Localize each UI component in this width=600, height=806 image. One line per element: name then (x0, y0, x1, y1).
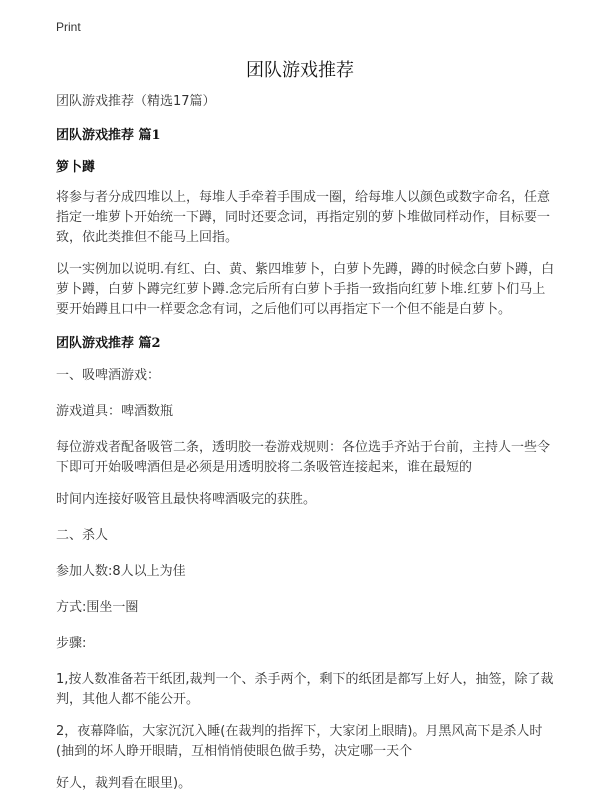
paragraph: 一、吸啤酒游戏： (56, 368, 161, 383)
paragraph: 时间内连接好吸管且最快将啤酒吸完的获胜。 (56, 492, 317, 507)
section-heading-1: 团队游戏推荐 篇1 (56, 128, 161, 143)
print-link[interactable]: Print (56, 20, 81, 34)
document-subtitle: 团队游戏推荐（精选17篇） (56, 94, 216, 109)
paragraph: 二、杀人 (56, 528, 109, 543)
paragraph: 2，夜幕降临，大家沉沉入睡(在裁判的指挥下，大家闭上眼睛)。月黑风高下是杀人时(抽到的坏人睁开眼睛，互相悄悄使眼色做手势，决定哪一天个 (56, 724, 543, 759)
document-body (56, 92, 556, 806)
paragraph: 将参与者分成四堆以上，每堆人手牵着手围成一圈，给每堆人以颜色或数字命名，任意指定一堆萝卜开始统一下蹲，同时还要念词，再指定别的萝卜堆做同样动作，目标要一致，依此类推但不能马上回指。 (56, 190, 551, 245)
game-title-radish-squat: 箩卜蹲 (56, 160, 96, 175)
section-heading-2: 团队游戏推荐 篇2 (56, 336, 161, 351)
paragraph: 游戏道具：啤酒数瓶 (56, 404, 174, 419)
paragraph: 好人，裁判看在眼里)。 (56, 776, 192, 791)
document-title: 团队游戏推荐 (246, 60, 354, 81)
paragraph: 方式:围坐一圈 (56, 600, 139, 615)
paragraph: 参加人数:8人以上为佳 (56, 564, 186, 579)
paragraph: 每位游戏者配备吸管二条，透明胶一卷游戏规则：各位选手齐站于台前，主持人一些令下即可开始吸啤酒但是必须是用透明胶将二条吸管连接起来，谁在最短的 (56, 440, 551, 475)
paragraph: 以一实例加以说明.有红、白、黄、紫四堆萝卜，白萝卜先蹲，蹲的时候念白萝卜蹲，白萝卜蹲，白萝卜蹲完红萝卜蹲.念完后所有白萝卜手指一致指向红萝卜堆.红萝卜们马上要开始蹲且口中一样要念念有词，之后他们可以再指定下一个但不能是白萝卜。 (56, 262, 555, 317)
paragraph: 步骤: (56, 636, 87, 651)
paragraph: 1,按人数准备若干纸团,裁判一个、杀手两个，剩下的纸团是都写上好人，抽签，除了裁判，其他人都不能公开。 (56, 672, 554, 707)
